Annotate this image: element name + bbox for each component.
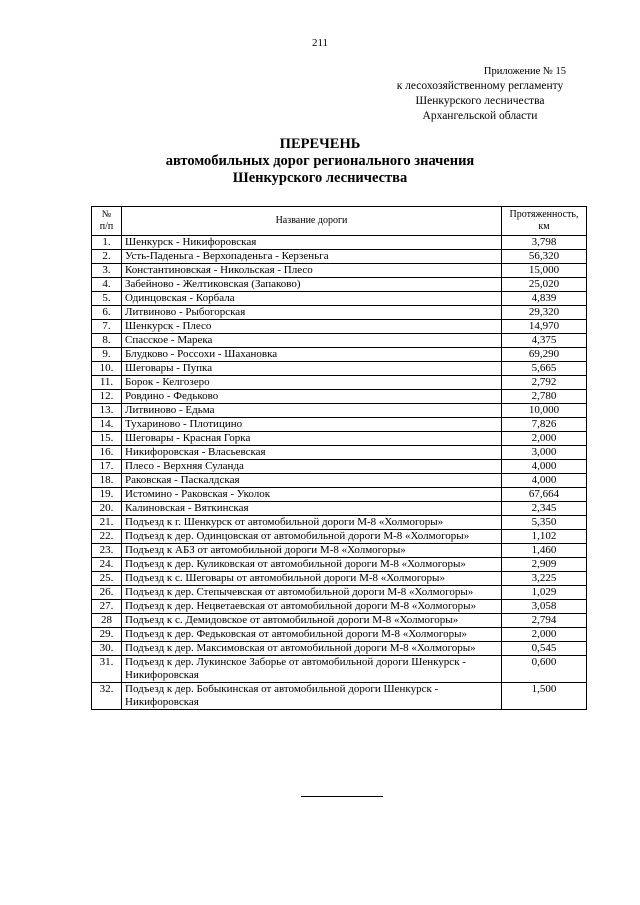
row-number: 19. (92, 488, 122, 502)
table-row (92, 376, 587, 390)
row-number: 26. (92, 586, 122, 600)
appendix-forestry: Шенкурского лесничества (415, 95, 545, 107)
row-number: 9. (92, 348, 122, 362)
table-row (92, 278, 587, 292)
road-name: Константиновская - Никольская - Плесо (122, 264, 502, 278)
row-number: 10. (92, 362, 122, 376)
row-number: 8. (92, 334, 122, 348)
road-name: Литвиново - Едьма (122, 404, 502, 418)
header-road-name: Название дороги (122, 207, 502, 236)
row-number: 14. (92, 418, 122, 432)
row-number: 20. (92, 502, 122, 516)
table-row (92, 292, 587, 306)
road-name: Подъезд к дер. Федьковская от автомобильной дороги М-8 «Холмогоры» (122, 628, 502, 642)
header-length: Протяженность, км (502, 207, 587, 236)
road-length: 7,826 (502, 418, 587, 432)
road-length: 2,000 (502, 432, 587, 446)
table-row (92, 418, 587, 432)
table-row (92, 334, 587, 348)
row-number: 16. (92, 446, 122, 460)
table-row (92, 683, 587, 710)
road-name: Забейново - Желтиковская (Запаково) (122, 278, 502, 292)
road-name: Ровдино - Федьково (122, 390, 502, 404)
appendix-region: Архангельской области (422, 110, 538, 122)
roads-table (91, 206, 587, 710)
table-row (92, 488, 587, 502)
table-row (92, 474, 587, 488)
road-name: Подъезд к с. Демидовское от автомобильной дороги М-8 «Холмогоры» (122, 614, 502, 628)
road-name: Шеговары - Пупка (122, 362, 502, 376)
road-name: Подъезд к с. Шеговары от автомобильной дороги М-8 «Холмогоры» (122, 572, 502, 586)
road-length: 5,350 (502, 516, 587, 530)
road-name: Спасское - Марека (122, 334, 502, 348)
row-number: 13. (92, 404, 122, 418)
road-name: Подъезд к дер. Лукинское Заборье от автомобильной дороги Шенкурск - Никифоровская (122, 656, 502, 683)
row-number: 7. (92, 320, 122, 334)
road-name: Литвиново - Рыбогорская (122, 306, 502, 320)
row-number: 12. (92, 390, 122, 404)
table-row (92, 236, 587, 250)
row-number: 17. (92, 460, 122, 474)
table-row (92, 516, 587, 530)
road-name: Борок - Келгозеро (122, 376, 502, 390)
road-length: 3,000 (502, 446, 587, 460)
row-number: 5. (92, 292, 122, 306)
table-row (92, 656, 587, 683)
road-name: Шенкурск - Плесо (122, 320, 502, 334)
row-number: 23. (92, 544, 122, 558)
road-length: 1,500 (502, 683, 587, 710)
road-length: 3,058 (502, 600, 587, 614)
road-name: Усть-Паденьга - Верхопаденьга - Керзеньга (122, 250, 502, 264)
row-number: 27. (92, 600, 122, 614)
row-number: 1. (92, 236, 122, 250)
road-name: Истомино - Раковская - Уколок (122, 488, 502, 502)
road-length: 25,020 (502, 278, 587, 292)
row-number: 32. (92, 683, 122, 710)
table-row (92, 460, 587, 474)
road-length: 29,320 (502, 306, 587, 320)
table-header-row (92, 207, 587, 236)
table-row (92, 250, 587, 264)
road-length: 0,545 (502, 642, 587, 656)
title-line-3: Шенкурского лесничества (232, 170, 408, 186)
row-number: 3. (92, 264, 122, 278)
table-row (92, 614, 587, 628)
row-number: 4. (92, 278, 122, 292)
page-number: 211 (311, 37, 329, 49)
road-name: Блудково - Россохи - Шахановка (122, 348, 502, 362)
road-length: 4,000 (502, 460, 587, 474)
table-row (92, 586, 587, 600)
table-row (92, 320, 587, 334)
row-number: 24. (92, 558, 122, 572)
road-length: 0,600 (502, 656, 587, 683)
road-length: 2,000 (502, 628, 587, 642)
table-row (92, 446, 587, 460)
table-body (92, 236, 587, 710)
title-line-2: автомобильных дорог регионального значения (165, 153, 475, 169)
road-length: 69,290 (502, 348, 587, 362)
row-number: 6. (92, 306, 122, 320)
table-row (92, 530, 587, 544)
table-row (92, 348, 587, 362)
row-number: 22. (92, 530, 122, 544)
road-name: Одинцовская - Корбала (122, 292, 502, 306)
row-number: 2. (92, 250, 122, 264)
road-name: Шеговары - Красная Горка (122, 432, 502, 446)
table-row (92, 404, 587, 418)
road-length: 15,000 (502, 264, 587, 278)
road-name: Подъезд к АБЗ от автомобильной дороги М-8 «Холмогоры» (122, 544, 502, 558)
road-length: 10,000 (502, 404, 587, 418)
road-name: Подъезд к дер. Куликовская от автомобильной дороги М-8 «Холмогоры» (122, 558, 502, 572)
row-number: 21. (92, 516, 122, 530)
row-number: 31. (92, 656, 122, 683)
row-number: 30. (92, 642, 122, 656)
road-name: Плесо - Верхняя Суланда (122, 460, 502, 474)
road-length: 4,839 (502, 292, 587, 306)
appendix-number: Приложение № 15 (483, 66, 566, 77)
road-length: 2,792 (502, 376, 587, 390)
road-name: Подъезд к дер. Одинцовская от автомобильной дороги М-8 «Холмогоры» (122, 530, 502, 544)
document-title (0, 136, 640, 187)
table-row (92, 558, 587, 572)
road-name: Подъезд к дер. Степычевская от автомобильной дороги М-8 «Холмогоры» (122, 586, 502, 600)
row-number: 25. (92, 572, 122, 586)
road-name: Шенкурск - Никифоровская (122, 236, 502, 250)
table-row (92, 502, 587, 516)
road-length: 5,665 (502, 362, 587, 376)
road-name: Никифоровская - Власьевская (122, 446, 502, 460)
road-length: 2,909 (502, 558, 587, 572)
table-row (92, 362, 587, 376)
road-length: 1,029 (502, 586, 587, 600)
road-name: Раковская - Паскалдская (122, 474, 502, 488)
row-number: 18. (92, 474, 122, 488)
table-row (92, 544, 587, 558)
table-row (92, 390, 587, 404)
road-length: 67,664 (502, 488, 587, 502)
road-name: Подъезд к дер. Нецветаевская от автомобильной дороги М-8 «Холмогоры» (122, 600, 502, 614)
table-row (92, 306, 587, 320)
row-number: 11. (92, 376, 122, 390)
row-number: 29. (92, 628, 122, 642)
row-number: 15. (92, 432, 122, 446)
table-row (92, 264, 587, 278)
header-number: № п/п (92, 207, 122, 236)
table-row (92, 600, 587, 614)
road-length: 2,780 (502, 390, 587, 404)
appendix-reference: к лесохозяйственному регламенту (396, 80, 564, 92)
road-length: 2,794 (502, 614, 587, 628)
road-length: 4,375 (502, 334, 587, 348)
road-name: Тухариново - Плотицино (122, 418, 502, 432)
road-name: Подъезд к г. Шенкурск от автомобильной дороги М-8 «Холмогоры» (122, 516, 502, 530)
end-rule (301, 796, 383, 797)
road-length: 3,225 (502, 572, 587, 586)
road-length: 3,798 (502, 236, 587, 250)
road-length: 1,460 (502, 544, 587, 558)
road-length: 4,000 (502, 474, 587, 488)
appendix-header (360, 64, 600, 124)
title-line-1: ПЕРЕЧЕНЬ (279, 136, 361, 152)
road-length: 2,345 (502, 502, 587, 516)
table-row (92, 642, 587, 656)
road-name: Калиновская - Вяткинская (122, 502, 502, 516)
row-number: 28 (92, 614, 122, 628)
road-length: 1,102 (502, 530, 587, 544)
road-name: Подъезд к дер. Максимовская от автомобильной дороги М-8 «Холмогоры» (122, 642, 502, 656)
road-name: Подъезд к дер. Бобыкинская от автомобильной дороги Шенкурск - Никифоровская (122, 683, 502, 710)
table-row (92, 628, 587, 642)
table-row (92, 432, 587, 446)
table-row (92, 572, 587, 586)
road-length: 56,320 (502, 250, 587, 264)
road-length: 14,970 (502, 320, 587, 334)
